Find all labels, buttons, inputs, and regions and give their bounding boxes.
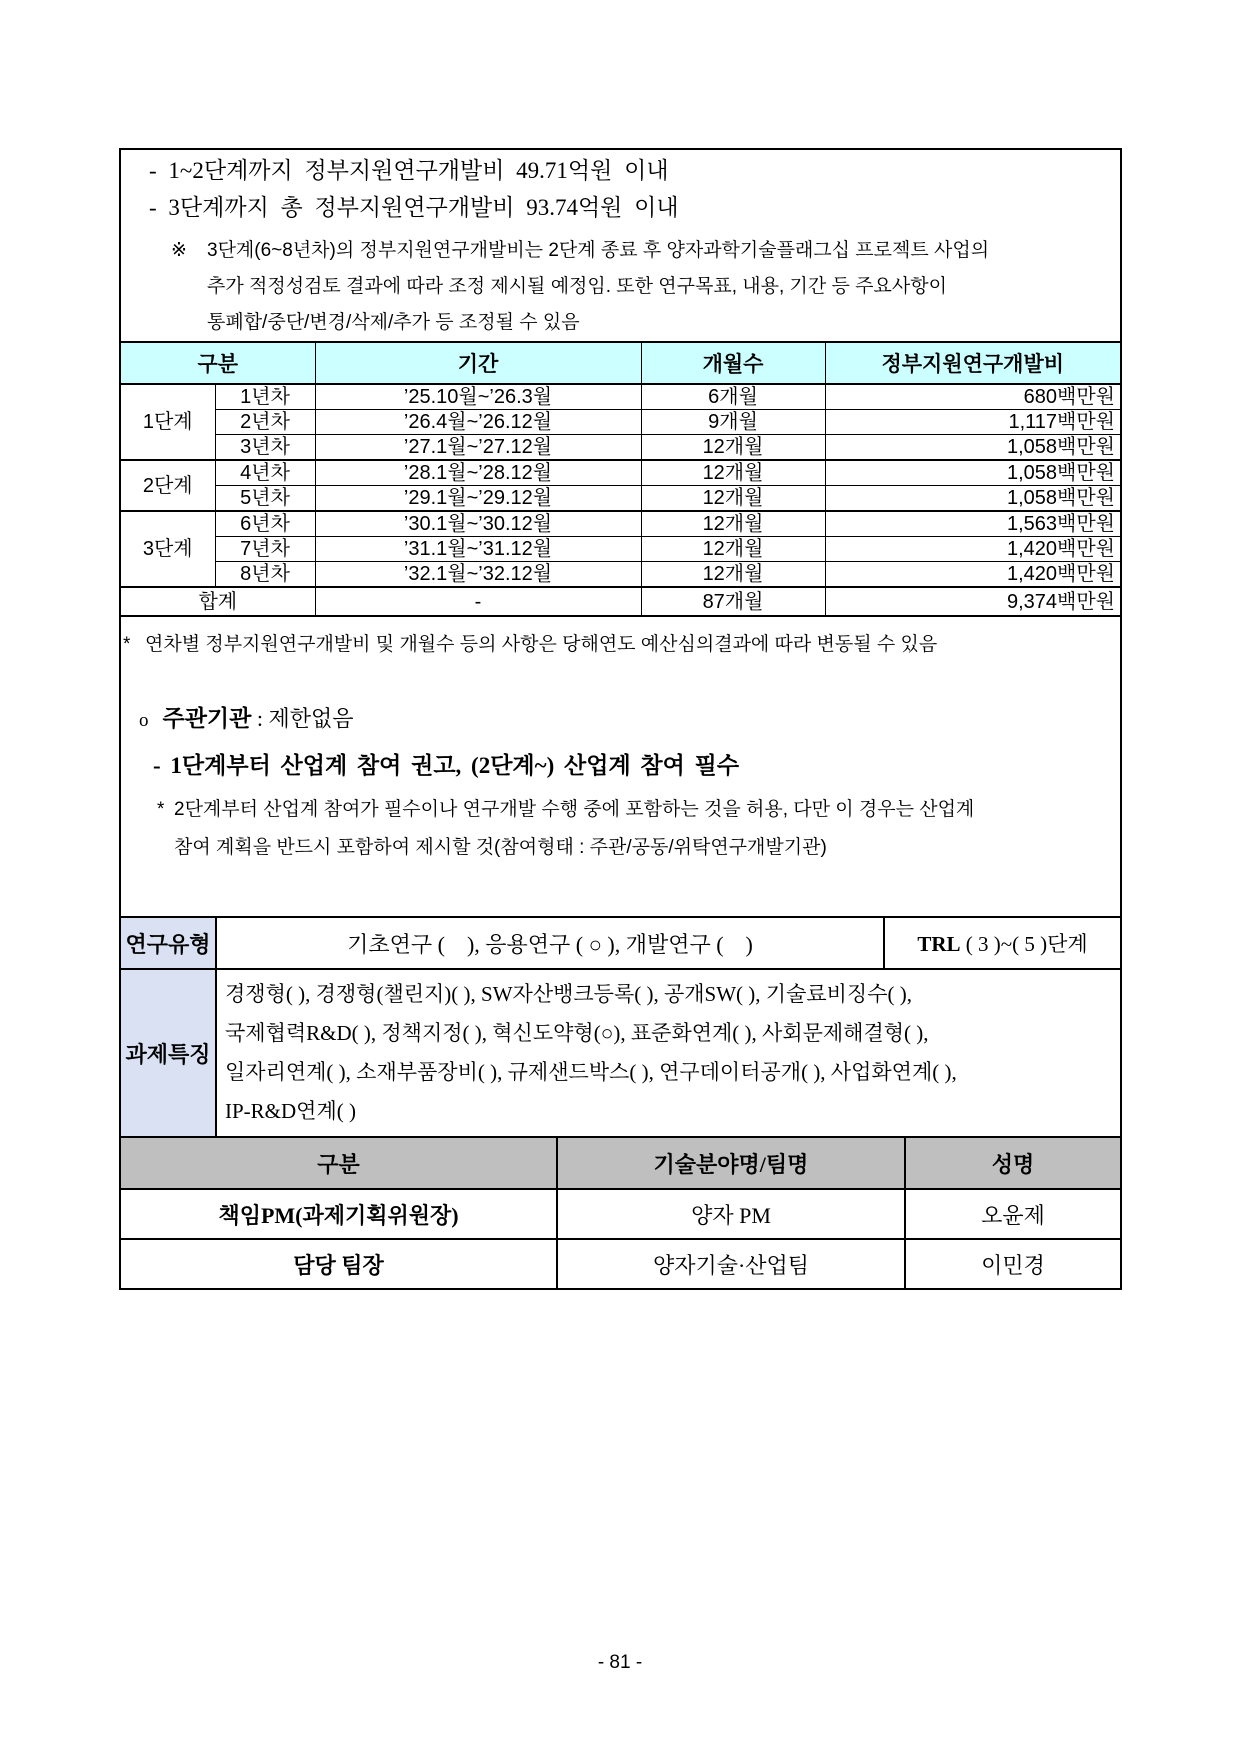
budget-cell: 1,058백만원 [825, 460, 1121, 486]
header-months: 개월수 [641, 342, 825, 384]
total-label-cell: 합계 [120, 587, 315, 616]
header-period: 기간 [315, 342, 641, 384]
year-cell: 5년차 [215, 486, 315, 512]
organizer-separator: : [251, 706, 269, 731]
budget-reference-note [171, 233, 1120, 341]
total-period-cell: - [315, 587, 641, 616]
period-cell: ’29.1월~’29.12월 [315, 486, 641, 512]
year-cell: 1년차 [215, 384, 315, 410]
schedule-table [119, 341, 1122, 617]
header-category: 구분 [120, 342, 315, 384]
reference-line-3: 통폐합/중단/변경/삭제/추가 등 조정될 수 있음 [207, 312, 580, 333]
organizer-note [157, 791, 1120, 867]
period-cell: ’25.10월~’26.3월 [315, 384, 641, 410]
table-row [120, 1189, 1121, 1239]
period-cell: ’28.1월~’28.12월 [315, 460, 641, 486]
organizer-value: 제한없음 [268, 706, 354, 731]
trl-range: ( 3 )~( 5 )단계 [960, 932, 1088, 956]
months-cell: 12개월 [641, 486, 825, 512]
content-block [119, 148, 1122, 1290]
organizer-label: 주관기관 [162, 706, 252, 731]
name-cell: 오윤제 [905, 1189, 1121, 1239]
budget-bullet-1: - 1~2단계까지 정부지원연구개발비 49.71억원 이내 [149, 158, 669, 183]
features-line-2: 국제협력R&D( ), 정책지정( ), 혁신도약형(○), 표준화연계( ), 사회문제해결형( ), [225, 1021, 929, 1045]
months-cell: 12개월 [641, 537, 825, 562]
header-budget: 정부지원연구개발비 [825, 342, 1121, 384]
total-months-cell: 87개월 [641, 587, 825, 616]
features-line-4: IP-R&D연계( ) [225, 1099, 356, 1123]
note-line-2: 참여 계획을 반드시 포함하여 제시할 것(참여형태 : 주관/공동/위탁연구개발기관) [174, 837, 827, 858]
budget-cell: 1,058백만원 [825, 435, 1121, 461]
stage-cell: 3단계 [120, 511, 215, 587]
note-mark: * [157, 799, 165, 820]
year-cell: 8년차 [215, 562, 315, 588]
header-team: 기술분야명/팀명 [557, 1137, 905, 1189]
features-line-1: 경쟁형( ), 경쟁형(챌린지)( ), SW자산뱅크등록( ), 공개SW( ), 기술료비징수( ), [225, 982, 912, 1006]
reference-line-2: 추가 적정성검토 결과에 따라 조정 제시될 예정임. 또한 연구목표, 내용, 기간 등 주요사항이 [207, 276, 947, 297]
table-row [120, 435, 1121, 461]
period-cell: ’32.1월~’32.12월 [315, 562, 641, 588]
table-row [120, 410, 1121, 435]
people-header-row [120, 1137, 1121, 1189]
year-cell: 6년차 [215, 511, 315, 537]
period-cell: ’30.1월~’30.12월 [315, 511, 641, 537]
organizer-line [139, 702, 1120, 738]
note-lines [174, 791, 974, 867]
team-cell: 양자기술·산업팀 [557, 1239, 905, 1289]
table-row [120, 384, 1121, 410]
year-cell: 4년차 [215, 460, 315, 486]
header-role: 구분 [120, 1137, 557, 1189]
year-cell: 2년차 [215, 410, 315, 435]
budget-cell: 1,563백만원 [825, 511, 1121, 537]
footnote-text: 연차별 정부지원연구개발비 및 개월수 등의 사항은 당해연도 예산심의결과에 따라 변동될 수 있음 [145, 634, 938, 655]
schedule-footnote [123, 630, 1120, 660]
period-cell: ’26.4월~’26.12월 [315, 410, 641, 435]
reference-mark: ※ [171, 240, 187, 261]
people-table [119, 1136, 1122, 1290]
trl-cell [884, 917, 1121, 969]
budget-cell: 680백만원 [825, 384, 1121, 410]
table-row [120, 460, 1121, 486]
period-cell: ’27.1월~’27.12월 [315, 435, 641, 461]
year-cell: 3년차 [215, 435, 315, 461]
table-row [120, 537, 1121, 562]
budget-cell: 1,117백만원 [825, 410, 1121, 435]
note-line-1: 2단계부터 산업계 참여가 필수이나 연구개발 수행 중에 포함하는 것을 허용, 다만 이 경우는 산업계 [174, 799, 975, 820]
budget-cell: 1,420백만원 [825, 562, 1121, 588]
role-cell: 책임PM(과제기획위원장) [120, 1189, 557, 1239]
months-cell: 12개월 [641, 460, 825, 486]
research-type-label: 연구유형 [120, 917, 216, 969]
project-features-label: 과제특징 [120, 969, 216, 1137]
stage-cell: 2단계 [120, 460, 215, 511]
research-type-content: 기초연구 ( ), 응용연구 ( ○ ), 개발연구 ( ) [216, 917, 884, 969]
schedule-header-row [120, 342, 1121, 384]
budget-cell: 1,420백만원 [825, 537, 1121, 562]
organizer-requirement: - 1단계부터 산업계 참여 권고, (2단계~) 산업계 참여 필수 [153, 753, 740, 778]
budget-cell: 1,058백만원 [825, 486, 1121, 512]
period-cell: ’31.1월~’31.12월 [315, 537, 641, 562]
months-cell: 6개월 [641, 384, 825, 410]
months-cell: 12개월 [641, 435, 825, 461]
year-cell: 7년차 [215, 537, 315, 562]
reference-line-1: 3단계(6~8년차)의 정부지원연구개발비는 2단계 종료 후 양자과학기술플래그십 프로젝트 사업의 [207, 240, 990, 261]
total-budget-cell: 9,374백만원 [825, 587, 1121, 616]
name-cell: 이민경 [905, 1239, 1121, 1289]
research-type-row [120, 917, 1121, 969]
months-cell: 12개월 [641, 562, 825, 588]
team-cell: 양자 PM [557, 1189, 905, 1239]
months-cell: 9개월 [641, 410, 825, 435]
table-row [120, 511, 1121, 537]
budget-bullet-2: - 3단계까지 총 정부지원연구개발비 93.74억원 이내 [149, 195, 679, 220]
project-features-row [120, 969, 1121, 1137]
role-cell: 담당 팀장 [120, 1239, 557, 1289]
total-row [120, 587, 1121, 616]
trl-label: TRL [917, 932, 961, 956]
reference-lines [207, 233, 1120, 341]
footnote-mark: * [123, 634, 131, 655]
features-line-3: 일자리연계( ), 소재부품장비( ), 규제샌드박스( ), 연구데이터공개( ), 사업화연계( ), [225, 1060, 957, 1084]
table-row [120, 486, 1121, 512]
months-cell: 12개월 [641, 511, 825, 537]
organizer-marker: o [139, 710, 149, 731]
page-number: - 81 - [597, 1652, 643, 1673]
stage-cell: 1단계 [120, 384, 215, 460]
research-type-table [119, 916, 1122, 1138]
table-row [120, 1239, 1121, 1289]
budget-section [119, 148, 1122, 918]
table-row [120, 562, 1121, 588]
header-name: 성명 [905, 1137, 1121, 1189]
project-features-content [216, 969, 1121, 1137]
